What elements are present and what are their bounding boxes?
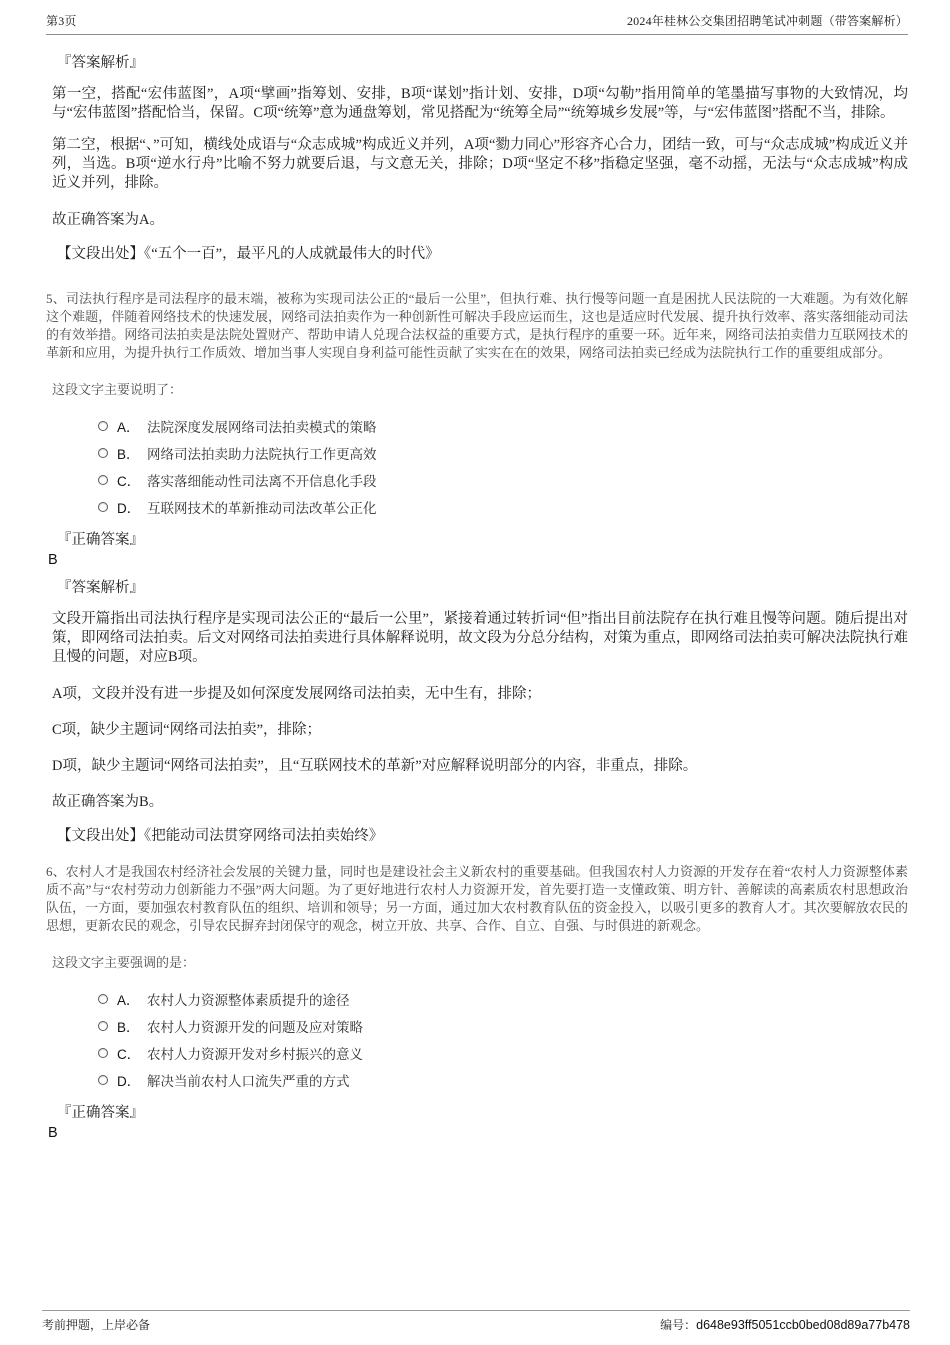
option-letter: B． bbox=[117, 446, 140, 462]
footer-slogan: 考前押题，上岸必备 bbox=[42, 1318, 151, 1332]
q4-analysis-para2: 第二空，根据“、”可知，横线处成语与“众志成城”构成近义并列，A项“勠力同心”形容齐心合力，团结一致，可与“众志成城”构成近义并列，当选。B项“逆水行舟”比喻不努力就要后退，与文意无关，排除；D项“坚定不移”指稳定坚强，毫不动摇，无法与“众志成城”构成近义并列，排除。 bbox=[52, 137, 908, 191]
question6-prompt: 这段文字主要强调的是： bbox=[52, 955, 196, 970]
radio-unselected-icon[interactable] bbox=[98, 994, 108, 1004]
page-number: 第3页 bbox=[46, 14, 77, 28]
option-letter: B． bbox=[117, 1019, 140, 1035]
q5-correct-label: 『正确答案』 bbox=[57, 532, 144, 548]
option-text: 农村人力资源整体素质提升的途径 bbox=[147, 992, 350, 1008]
footer-code-wrap bbox=[660, 1316, 910, 1333]
radio-unselected-icon[interactable] bbox=[98, 1021, 108, 1031]
option-letter: D． bbox=[117, 500, 141, 516]
option-row-d bbox=[98, 493, 908, 520]
option-row-b bbox=[98, 1012, 908, 1039]
option-row-d bbox=[98, 1066, 908, 1093]
page-header bbox=[46, 12, 908, 35]
option-text: 法院深度发展网络司法拍卖模式的策略 bbox=[147, 419, 377, 435]
radio-unselected-icon[interactable] bbox=[98, 1075, 108, 1085]
option-letter: A． bbox=[117, 992, 140, 1008]
option-row-c bbox=[98, 466, 908, 493]
option-text: 农村人力资源开发的问题及应对策略 bbox=[147, 1019, 363, 1035]
page-footer bbox=[42, 1310, 910, 1333]
option-text: 互联网技术的革新推动司法改革公正化 bbox=[147, 500, 377, 516]
option-letter: C． bbox=[117, 473, 141, 489]
q6-correct-label: 『正确答案』 bbox=[57, 1105, 144, 1121]
footer-code: d648e93ff5051ccb0bed08d89a77b478 bbox=[696, 1318, 910, 1332]
radio-unselected-icon[interactable] bbox=[98, 502, 108, 512]
q5-conclusion: 故正确答案为B。 bbox=[52, 794, 164, 810]
option-row-a bbox=[98, 985, 908, 1012]
option-text: 网络司法拍卖助力法院执行工作更高效 bbox=[147, 446, 377, 462]
option-text: 农村人力资源开发对乡村振兴的意义 bbox=[147, 1046, 363, 1062]
radio-unselected-icon[interactable] bbox=[98, 421, 108, 431]
option-row-a bbox=[98, 412, 908, 439]
q5-note-d: D项，缺少主题词“网络司法拍卖”，且“互联网技术的革新”对应解释说明部分的内容，非重点，排除。 bbox=[52, 758, 698, 774]
q4-analysis-label: 『答案解析』 bbox=[57, 55, 144, 71]
option-letter: C． bbox=[117, 1046, 141, 1062]
q5-analysis-label: 『答案解析』 bbox=[57, 580, 144, 596]
option-letter: A． bbox=[117, 419, 140, 435]
option-text: 解决当前农村人口流失严重的方式 bbox=[147, 1073, 350, 1089]
q4-conclusion: 故正确答案为A。 bbox=[52, 212, 164, 228]
q5-note-c: C项，缺少主题词“网络司法拍卖”，排除； bbox=[52, 722, 322, 738]
question5-prompt: 这段文字主要说明了： bbox=[52, 382, 183, 397]
q5-analysis: 文段开篇指出司法执行程序是实现司法公正的“最后一公里”，紧接着通过转折词“但”指出目前法院存在执行难且慢等问题。随后提出对策，即网络司法拍卖。后文对网络司法拍卖进行具体解释说明，故文段为分总分结构，对策为重点，即网络司法拍卖可解决法院执行难且慢的问题，对应B项。 bbox=[52, 611, 908, 665]
q5-correct-answer: B bbox=[48, 552, 58, 568]
option-letter: D． bbox=[117, 1073, 141, 1089]
q4-source: 【文段出处】《“五个一百”，最平凡的人成就最伟大的时代》 bbox=[57, 246, 440, 262]
question6-options bbox=[98, 985, 908, 1093]
radio-unselected-icon[interactable] bbox=[98, 475, 108, 485]
radio-unselected-icon[interactable] bbox=[98, 1048, 108, 1058]
q4-analysis-para1: 第一空，搭配“宏伟蓝图”，A项“擘画”指筹划、安排，B项“谋划”指计划、安排，D项“勾勒”指用简单的笔墨描写事物的大致情况，均与“宏伟蓝图”搭配恰当，保留。C项“统筹”意为通盘筹划，常见搭配为“统筹全局”“统筹城乡发展”等，与“宏伟蓝图”搭配不当，排除。 bbox=[52, 86, 908, 121]
question5-stem: 5、司法执行程序是司法程序的最末端，被称为实现司法公正的“最后一公里”，但执行难、执行慢等问题一直是困扰人民法院的一大难题。为有效化解这个难题，伴随着网络技术的快速发展，网络司法拍卖作为一种创新性可解决手段应运而生，这也是适应时代发展、提升执行效率、落实落细能动司法的有效举措。网络司法拍卖是法院处置财产、帮助申请人兑现合法权益的重要方式，是执行程序的重要一环。近年来，网络司法拍卖借力互联网技术的革新和应用，为提升执行工作质效、增加当事人实现自身利益可能性贡献了实实在在的效果，网络司法拍卖已经成为法院执行工作的重要组成部分。 bbox=[46, 291, 908, 360]
option-row-c bbox=[98, 1039, 908, 1066]
option-row-b bbox=[98, 439, 908, 466]
question5-options bbox=[98, 412, 908, 520]
q6-correct-answer: B bbox=[48, 1125, 58, 1141]
footer-code-label: 编号： bbox=[660, 1318, 697, 1332]
document-title: 2024年桂林公交集团招聘笔试冲刺题（带答案解析） bbox=[626, 14, 908, 28]
q5-source: 【文段出处】《把能动司法贯穿网络司法拍卖始终》 bbox=[57, 828, 384, 844]
question6-stem: 6、农村人才是我国农村经济社会发展的关键力量，同时也是建设社会主义新农村的重要基础。但我国农村人力资源的开发存在着“农村人力资源整体素质不高”与“农村劳动力创新能力不强”两大问题。为了更好地进行农村人力资源开发，首先要打造一支懂政策、明方针、善解读的高素质农村思想政治队伍，一方面，要加强农村教育队伍的组织、培训和领导；另一方面，通过加大农村教育队伍的资金投入，以吸引更多的教育人才。其次要解放农民的思想，更新农民的观念，引导农民摒弃封闭保守的观念，树立开放、共享、合作、自立、自强、与时俱进的新观念。 bbox=[46, 864, 908, 933]
q5-note-a: A项，文段并没有进一步提及如何深度发展网络司法拍卖，无中生有，排除； bbox=[52, 686, 541, 702]
option-text: 落实落细能动性司法离不开信息化手段 bbox=[147, 473, 377, 489]
radio-unselected-icon[interactable] bbox=[98, 448, 108, 458]
